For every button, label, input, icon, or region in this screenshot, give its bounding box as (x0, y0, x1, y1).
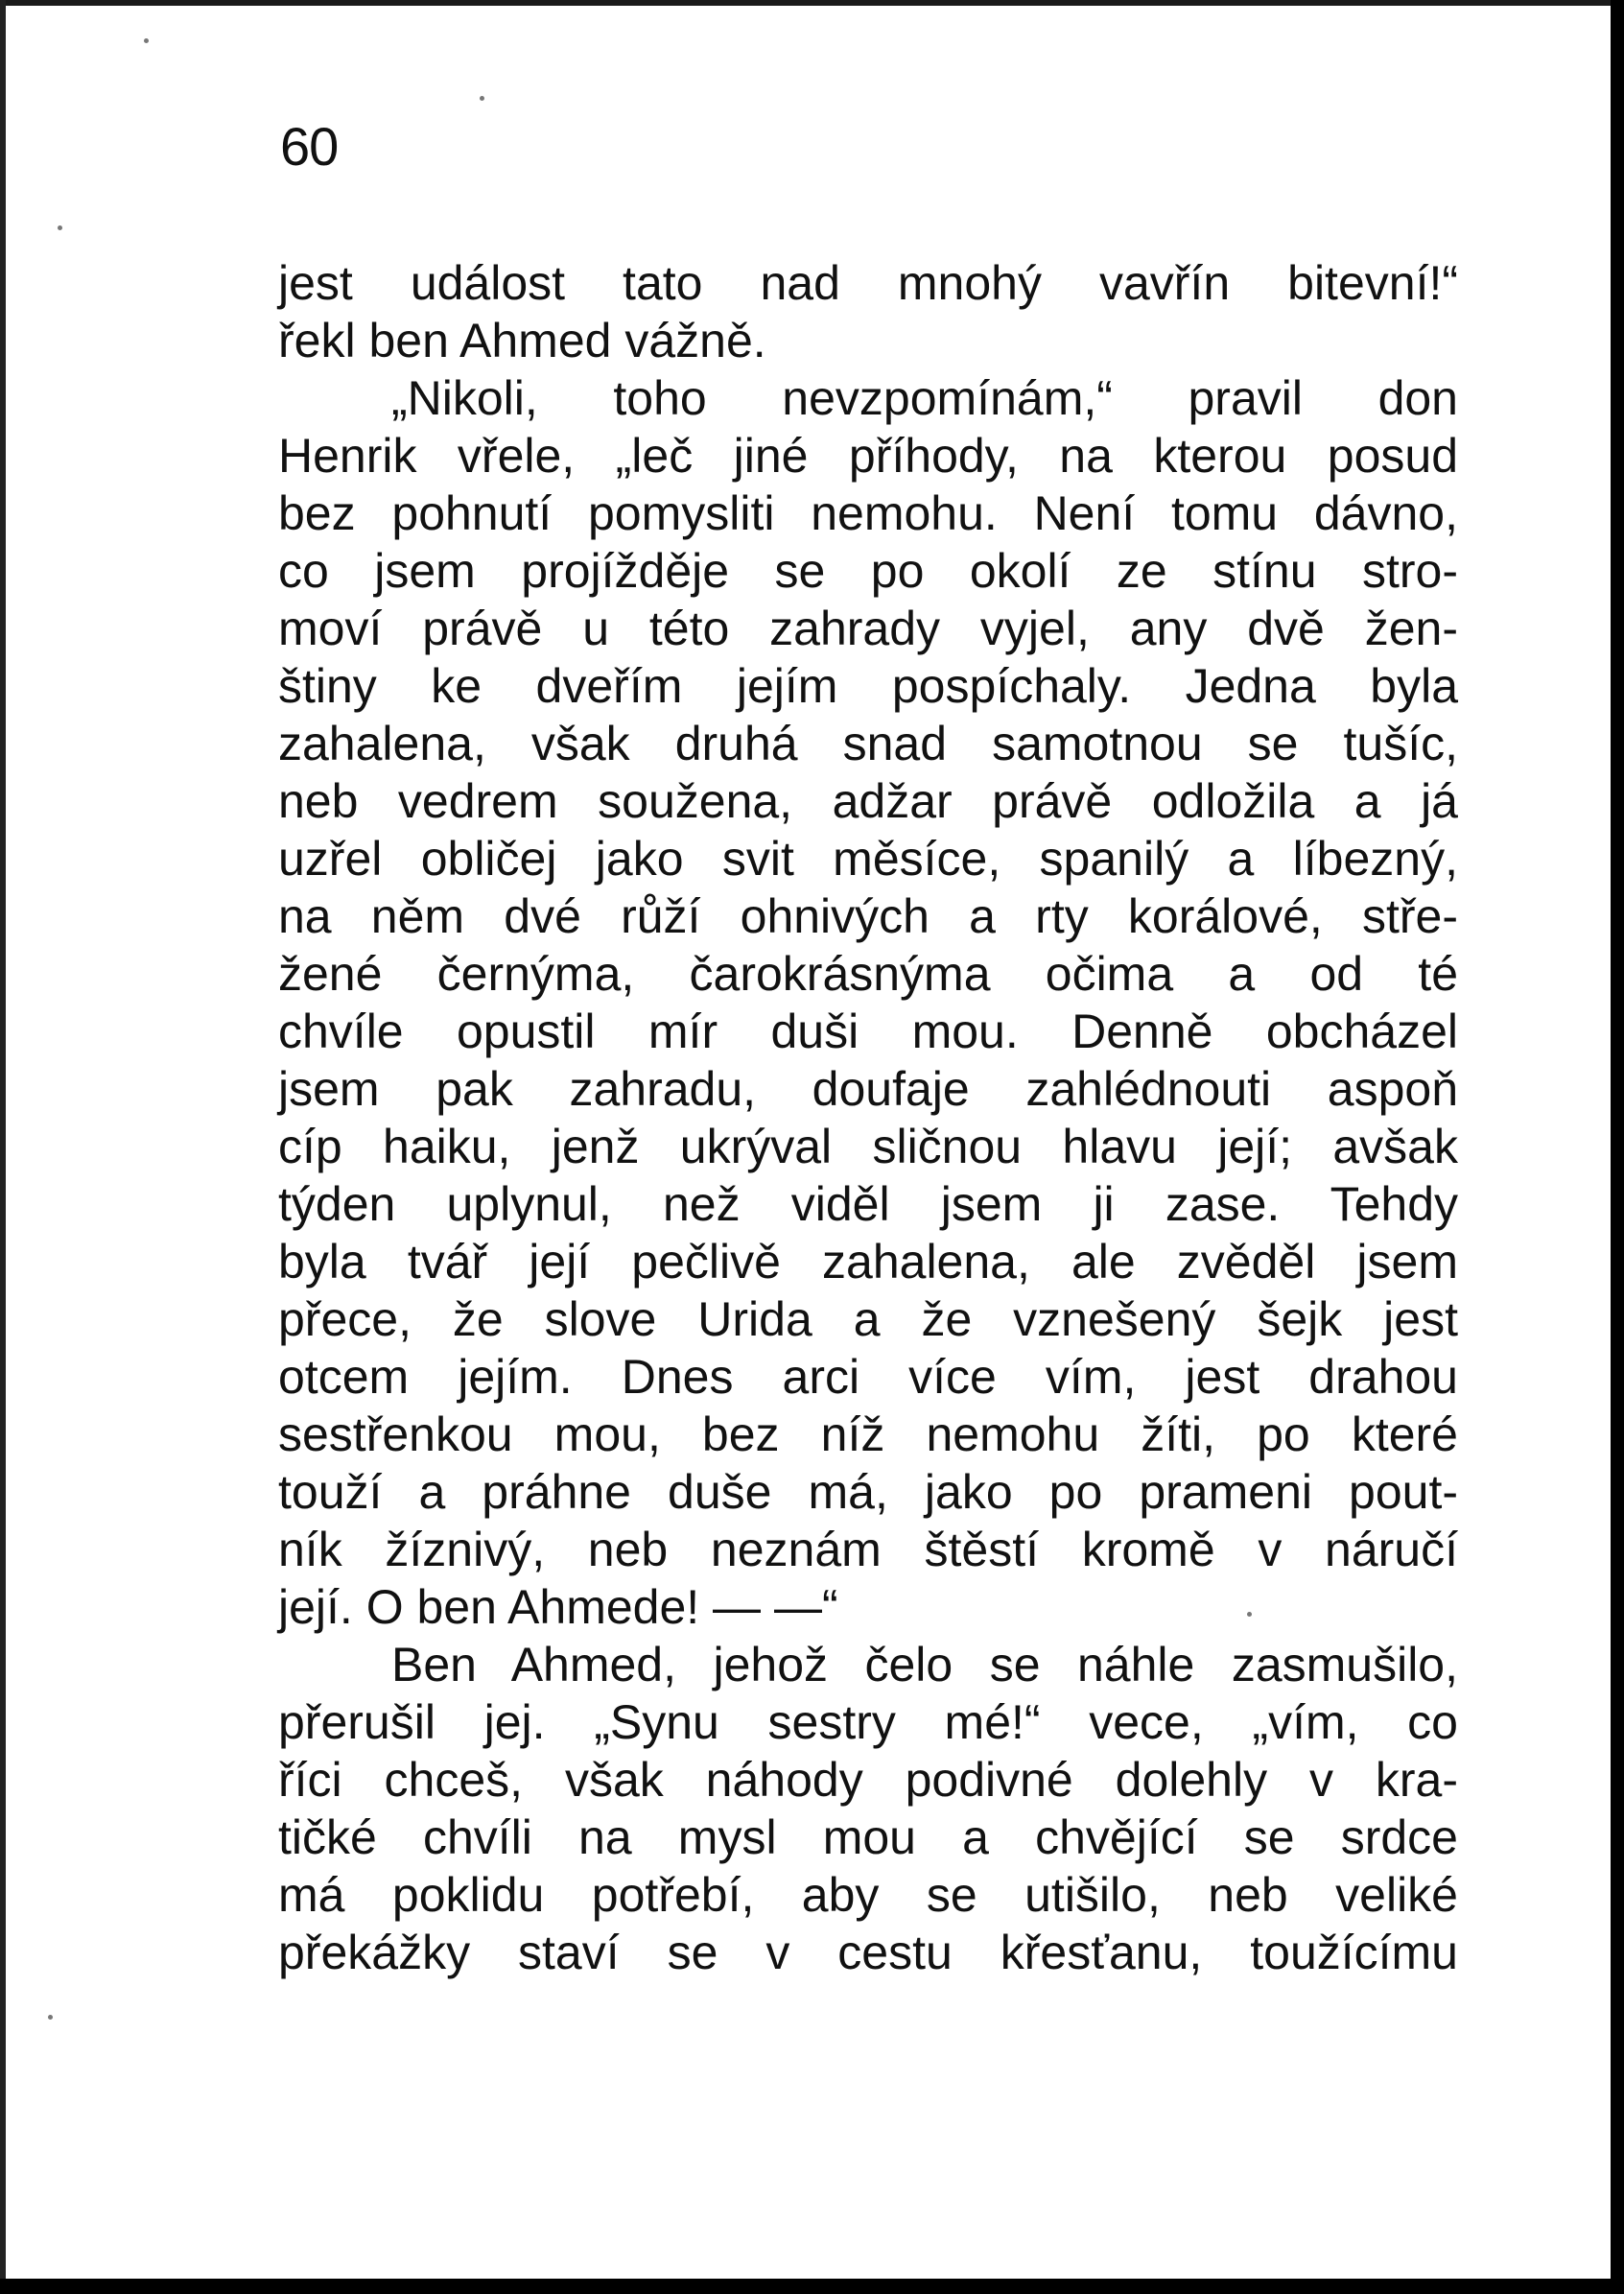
scan-edge-top (0, 0, 1624, 6)
text-line: sestřenkou mou, bez níž nemohu žíti, po které (278, 1407, 1458, 1461)
text-line: co jsem projížděje se po okolí ze stínu stro- (278, 544, 1458, 598)
text-line: cíp haiku, jenž ukrýval sličnou hlavu její; avšak (278, 1120, 1458, 1173)
text-line: jsem pak zahradu, doufaje zahlédnouti aspoň (278, 1062, 1458, 1116)
text-line: její. O ben Ahmede! — —“ (278, 1580, 838, 1634)
text-line: tičké chvíli na mysl mou a chvějící se srdce (278, 1810, 1458, 1864)
text-line: přece, že slove Urida a že vznešený šejk jest (278, 1292, 1458, 1346)
text-line: říci chceš, však náhody podivné dolehly v kra- (278, 1753, 1458, 1807)
text-line: má poklidu potřebí, aby se utišilo, neb veliké (278, 1868, 1458, 1922)
text-line: zahalena, však druhá snad samotnou se tušíc, (278, 717, 1458, 770)
text-line: štiny ke dveřím jejím pospíchaly. Jedna byla (278, 659, 1458, 713)
text-line: jest událost tato nad mnohý vavřín bitevní!“ (278, 256, 1458, 310)
text-line: řekl ben Ahmed vážně. (278, 314, 766, 367)
text-line: „Nikoli, toho nevzpomínám,“ pravil don (391, 371, 1458, 425)
scan-speck (48, 2015, 53, 2020)
text-line: byla tvář její pečlivě zahalena, ale zvěděl jsem (278, 1235, 1458, 1289)
scan-edge-left (0, 0, 6, 2294)
text-line: Henrik vřele, „leč jiné příhody, na kterou posud (278, 429, 1458, 483)
scan-speck (480, 96, 484, 101)
text-line: přerušil jej. „Synu sestry mé!“ vece, „vím, co (278, 1695, 1458, 1749)
text-line: uzřel obličej jako svit měsíce, spanilý a líbezný, (278, 832, 1458, 886)
scan-edge-bottom (0, 2279, 1624, 2294)
scan-speck (144, 38, 149, 43)
scan-edge-right (1611, 0, 1624, 2294)
text-line: překážky staví se v cestu křesťanu, toužícímu (278, 1926, 1458, 1979)
text-line: na něm dvé růží ohnivých a rty korálové, stře- (278, 889, 1458, 943)
scan-speck (58, 225, 62, 230)
text-line: ník žíznivý, neb neznám štěstí kromě v náručí (278, 1523, 1458, 1576)
text-line: bez pohnutí pomysliti nemohu. Není tomu dávno, (278, 486, 1458, 540)
text-line: otcem jejím. Dnes arci více vím, jest drahou (278, 1350, 1458, 1404)
page-number: 60 (280, 116, 339, 177)
text-line: týden uplynul, než viděl jsem ji zase. Tehdy (278, 1177, 1458, 1231)
text-line: chvíle opustil mír duši mou. Denně obcházel (278, 1005, 1458, 1058)
text-line: neb vedrem soužena, adžar právě odložila a já (278, 774, 1458, 828)
text-line: moví právě u této zahrady vyjel, any dvě žen- (278, 602, 1458, 655)
text-line: žené černýma, čarokrásnýma očima a od té (278, 947, 1458, 1001)
text-line: touží a práhne duše má, jako po prameni pout- (278, 1465, 1458, 1519)
body-text (278, 254, 1458, 1981)
text-line: Ben Ahmed, jehož čelo se náhle zasmušilo, (391, 1638, 1458, 1691)
